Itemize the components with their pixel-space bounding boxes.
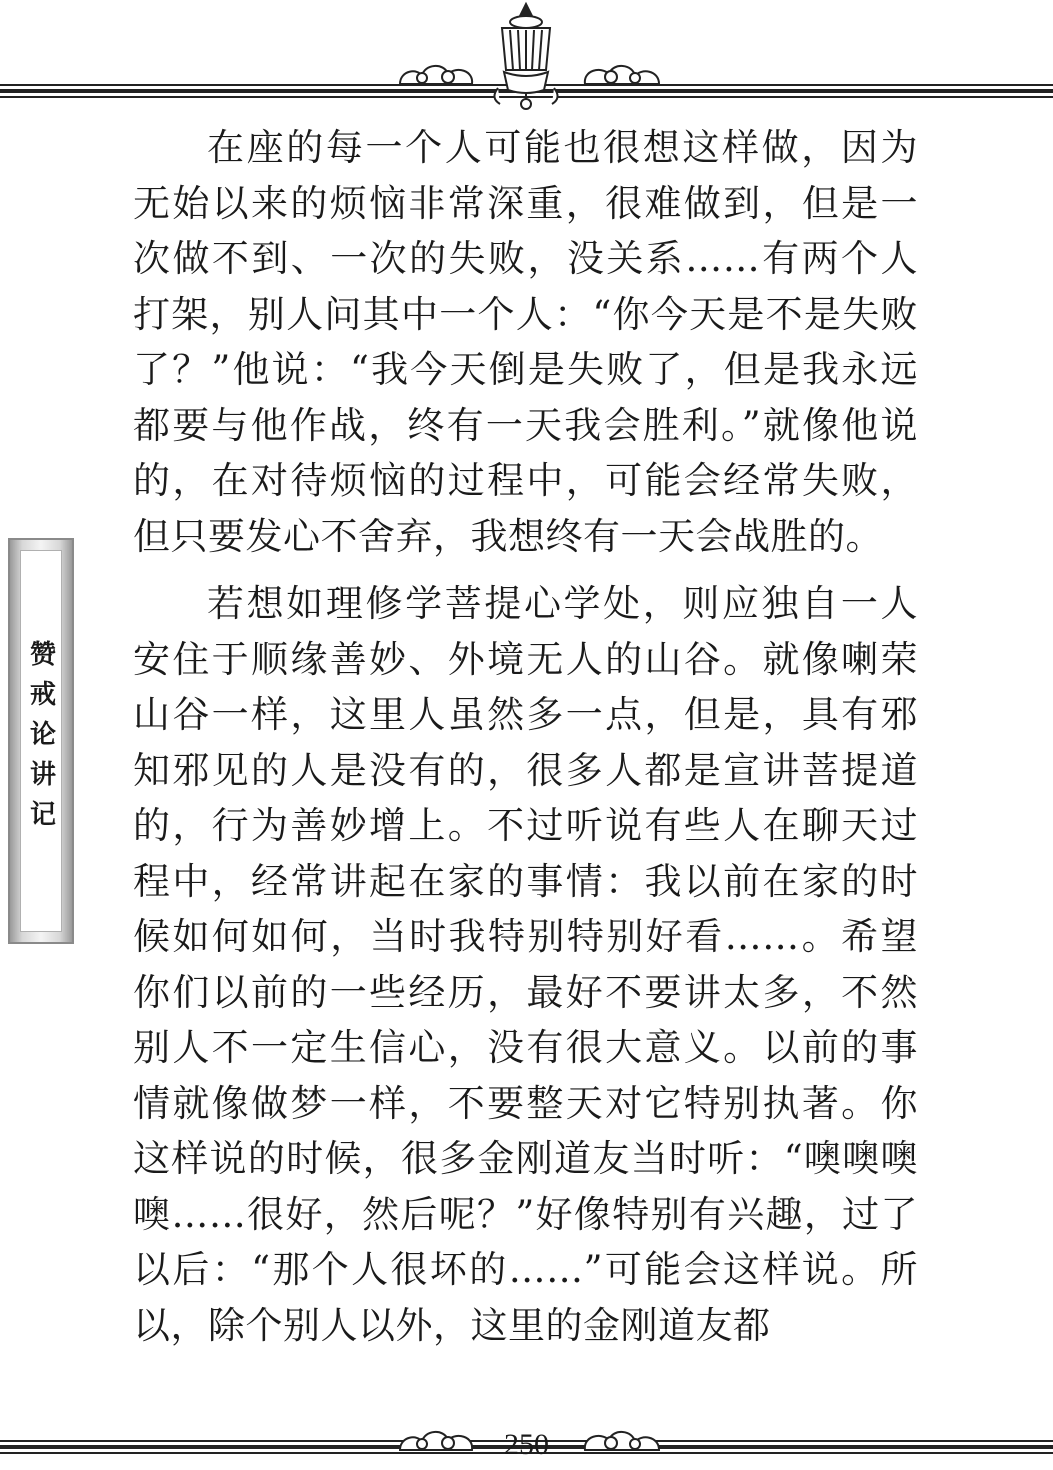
side-tab-title: 赞戒论讲记 [25, 640, 56, 840]
paragraph: 若想如理修学菩提心学处，则应独自一人安住于顺缘善妙、外境无人的山谷。就像喇荣山谷一样，这里人虽然多一点，但是，具有邪知邪见的人是没有的，很多人都是宣讲菩提道的，行为善妙增上。不过听说有些人在聊天过程中，经常讲起在家的事情：我以前在家的时候如何如何，当时我特别特别好看……。希望你们以前的一些经历，最好不要讲太多，不然别人不一定生信心，没有很大意义。以前的事情就像做梦一样，不要整天对它特别执著。你这样说的时候，很多金刚道友当时听：“噢噢噢噢……很好，然后呢？”好像特别有兴趣，过了以后：“那个人很坏的……”可能会这样说。所以，除个别人以外，这里的金刚道友都 [133, 582, 918, 1347]
paragraph: 在座的每一个人可能也很想这样做，因为无始以来的烦恼非常深重，很难做到，但是一次做不到、一次的失败，没关系……有两个人打架，别人问其中一个人：“你今天是不是失败了？”他说：“我今天倒是失败了，但是我永远都要与他作战，终有一天我会胜利。”就像他说的，在对待烦恼的过程中，可能会经常失败，但只要发心不舍弃，我想终有一天会战胜的。 [133, 126, 918, 558]
side-tab [8, 538, 74, 944]
cloud-right-icon [585, 66, 659, 84]
parasol-emblem-icon [0, 0, 1053, 120]
page-number: 250 [504, 1428, 549, 1461]
body-text [133, 120, 918, 1353]
header-ornament [0, 0, 1053, 120]
cloud-left-icon [400, 66, 472, 84]
